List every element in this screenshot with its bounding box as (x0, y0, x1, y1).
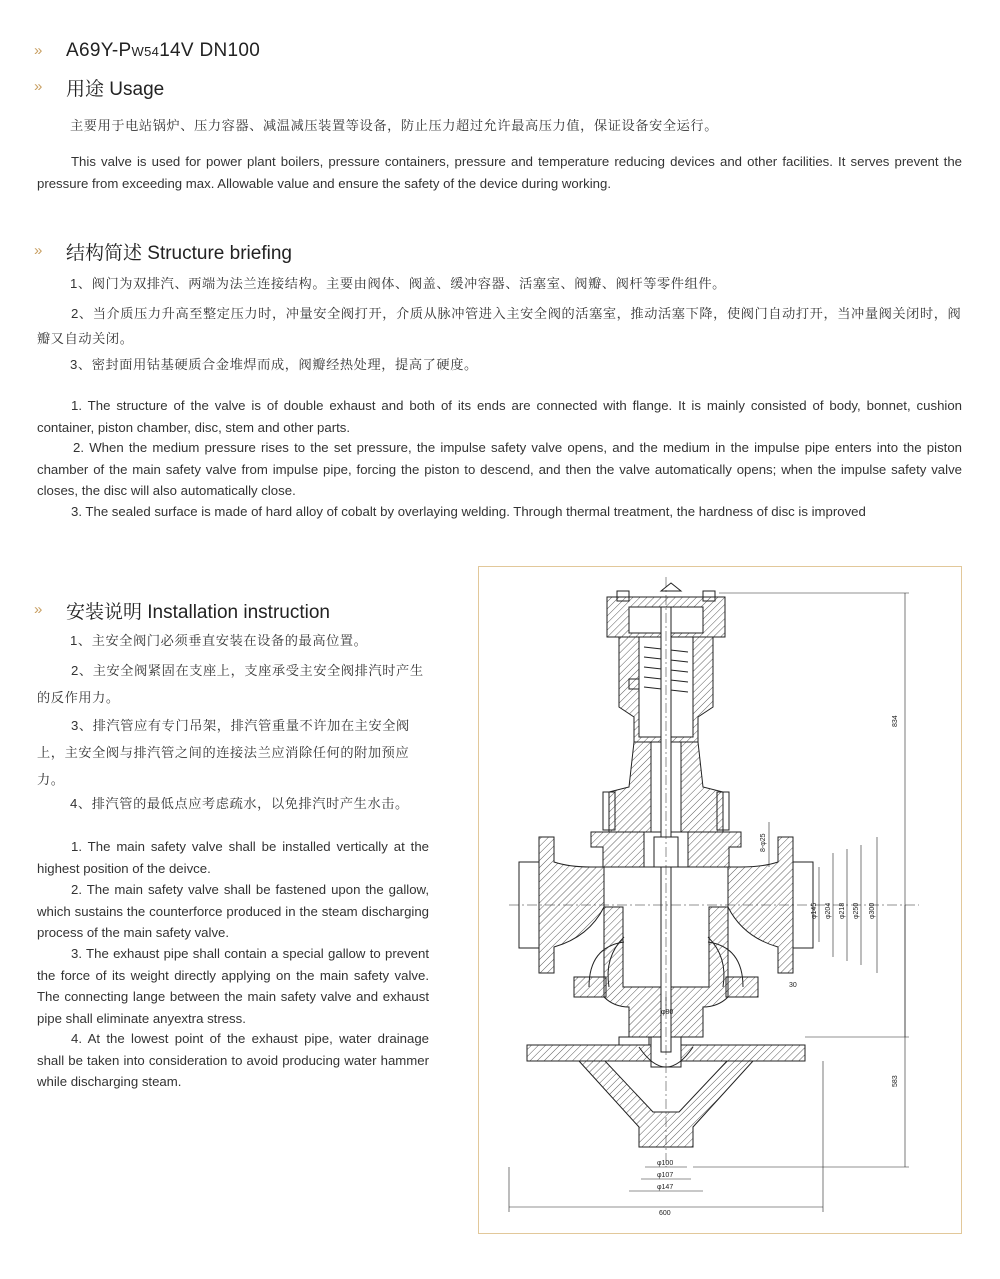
usage-heading: 用途 Usage (66, 79, 165, 100)
structure-en-3 (37, 501, 967, 523)
dim-bolt: 8-φ25 (760, 833, 767, 852)
dim-d250: φ250 (853, 902, 860, 919)
dim-height-top: 834 (892, 715, 899, 727)
section-marker: » (34, 242, 43, 259)
installation-cn-2: 2、主安全阀紧固在支座上，支座承受主安全阀排汽时产生的反作用力。 (37, 663, 424, 705)
structure-cn-1: 1、阀门为双排汽、两端为法兰连接结构。主要由阀体、阀盖、缓冲容器、活塞室、阀瓣、阀杆等零件组件。 (70, 276, 726, 291)
dim-width: 600 (659, 1210, 671, 1217)
structure-en-2-text: 2. When the medium pressure rises to the set pressure, the impulse safety valve opens, and the medium in the impulse pipe enters into the piston chamber of the main safety valve from impulse pipe, forcing the piston to descend, and then the valve automatically opens; when the impulse safety valve closes, the disc will also automatically close. (37, 440, 962, 498)
installation-cn-1: 1、主安全阀门必须垂直安装在设备的最高位置。 (70, 633, 368, 648)
usage-cn: 主要用于电站锅炉、压力容器、减温减压装置等设备，防止压力超过允许最高压力值，保证设备安全运行。 (70, 118, 719, 133)
structure-en-3-text: 3. The sealed surface is made of hard alloy of cobalt by overlaying welding. Through thermal treatment, the hardness of disc is improved (71, 504, 866, 519)
structure-en-2 (37, 437, 962, 502)
dim-d218: φ218 (839, 902, 846, 919)
section-marker: » (34, 601, 43, 618)
valve-drawing-frame (478, 566, 962, 1234)
structure-cn-2: 2、当介质压力升高至整定压力时，冲量安全阀打开，介质从脉冲管进入主安全阀的活塞室，推动活塞下降，使阀门自动打开，当冲量阀关闭时，阀瓣又自动关闭。 (37, 306, 962, 346)
model-rest: 14V DN100 (159, 40, 261, 61)
model-main: A69Y-P (66, 40, 132, 61)
dim-height-bottom: 583 (892, 1075, 899, 1087)
model-sub: W54 (131, 44, 160, 59)
dim-d145: φ145 (811, 902, 818, 919)
valve-drawing (479, 567, 963, 1235)
section-marker: » (34, 78, 43, 95)
section-marker: » (34, 42, 43, 59)
dim-d80: φ80 (661, 1009, 674, 1016)
installation-en-4: 4. At the lowest point of the exhaust pipe, water drainage shall be taken into consideration to avoid producing water hammer while discharging steam. (37, 1031, 429, 1089)
installation-cn-3: 3、排汽管应有专门吊架，排汽管重量不许加在主安全阀上，主安全阀与排汽管之间的连接法兰应消除任何的附加预应力。 (37, 718, 410, 787)
structure-en-1 (37, 395, 962, 438)
installation-cn-4: 4、排汽管的最低点应考虑疏水，以免排汽时产生水击。 (70, 796, 409, 811)
dim-d204: φ204 (825, 902, 832, 919)
dim-d107: φ107 (657, 1172, 674, 1179)
dim-d300: φ300 (869, 902, 876, 919)
structure-en-1-text: 1. The structure of the valve is of double exhaust and both of its ends are connected with flange. It is mainly consisted of body, bonnet, cushion container, piston chamber, disc, stem and other parts. (37, 398, 962, 435)
installation-en-2: 2. The main safety valve shall be fastened upon the gallow, which sustains the counterforce produced in the steam discharging process of the main safety valve. (37, 882, 429, 940)
usage-en: This valve is used for power plant boilers, pressure containers, pressure and temperature reducing devices and other facilities. It serves prevent the pressure from exceeding max. Allowable value and ensure the safety of the device during working. (37, 154, 962, 191)
installation-en-3: 3. The exhaust pipe shall contain a special gallow to prevent the force of its weight directly applying on the main safety valve. The connecting lange between the main safety valve and exhaust pipe shall eliminate anyextra stress. (37, 946, 429, 1026)
structure-cn-3: 3、密封面用钴基硬质合金堆焊而成，阀瓣经热处理，提高了硬度。 (70, 357, 478, 372)
dim-d100: φ100 (657, 1160, 674, 1167)
dim-flange: 30 (789, 982, 797, 989)
dim-d147: φ147 (657, 1184, 674, 1191)
model-number (66, 40, 260, 62)
installation-en-1: 1. The main safety valve shall be installed vertically at the highest position of the deivce. (37, 839, 429, 876)
structure-heading: 结构简述 Structure briefing (66, 243, 292, 264)
installation-heading: 安装说明 Installation instruction (66, 602, 330, 623)
